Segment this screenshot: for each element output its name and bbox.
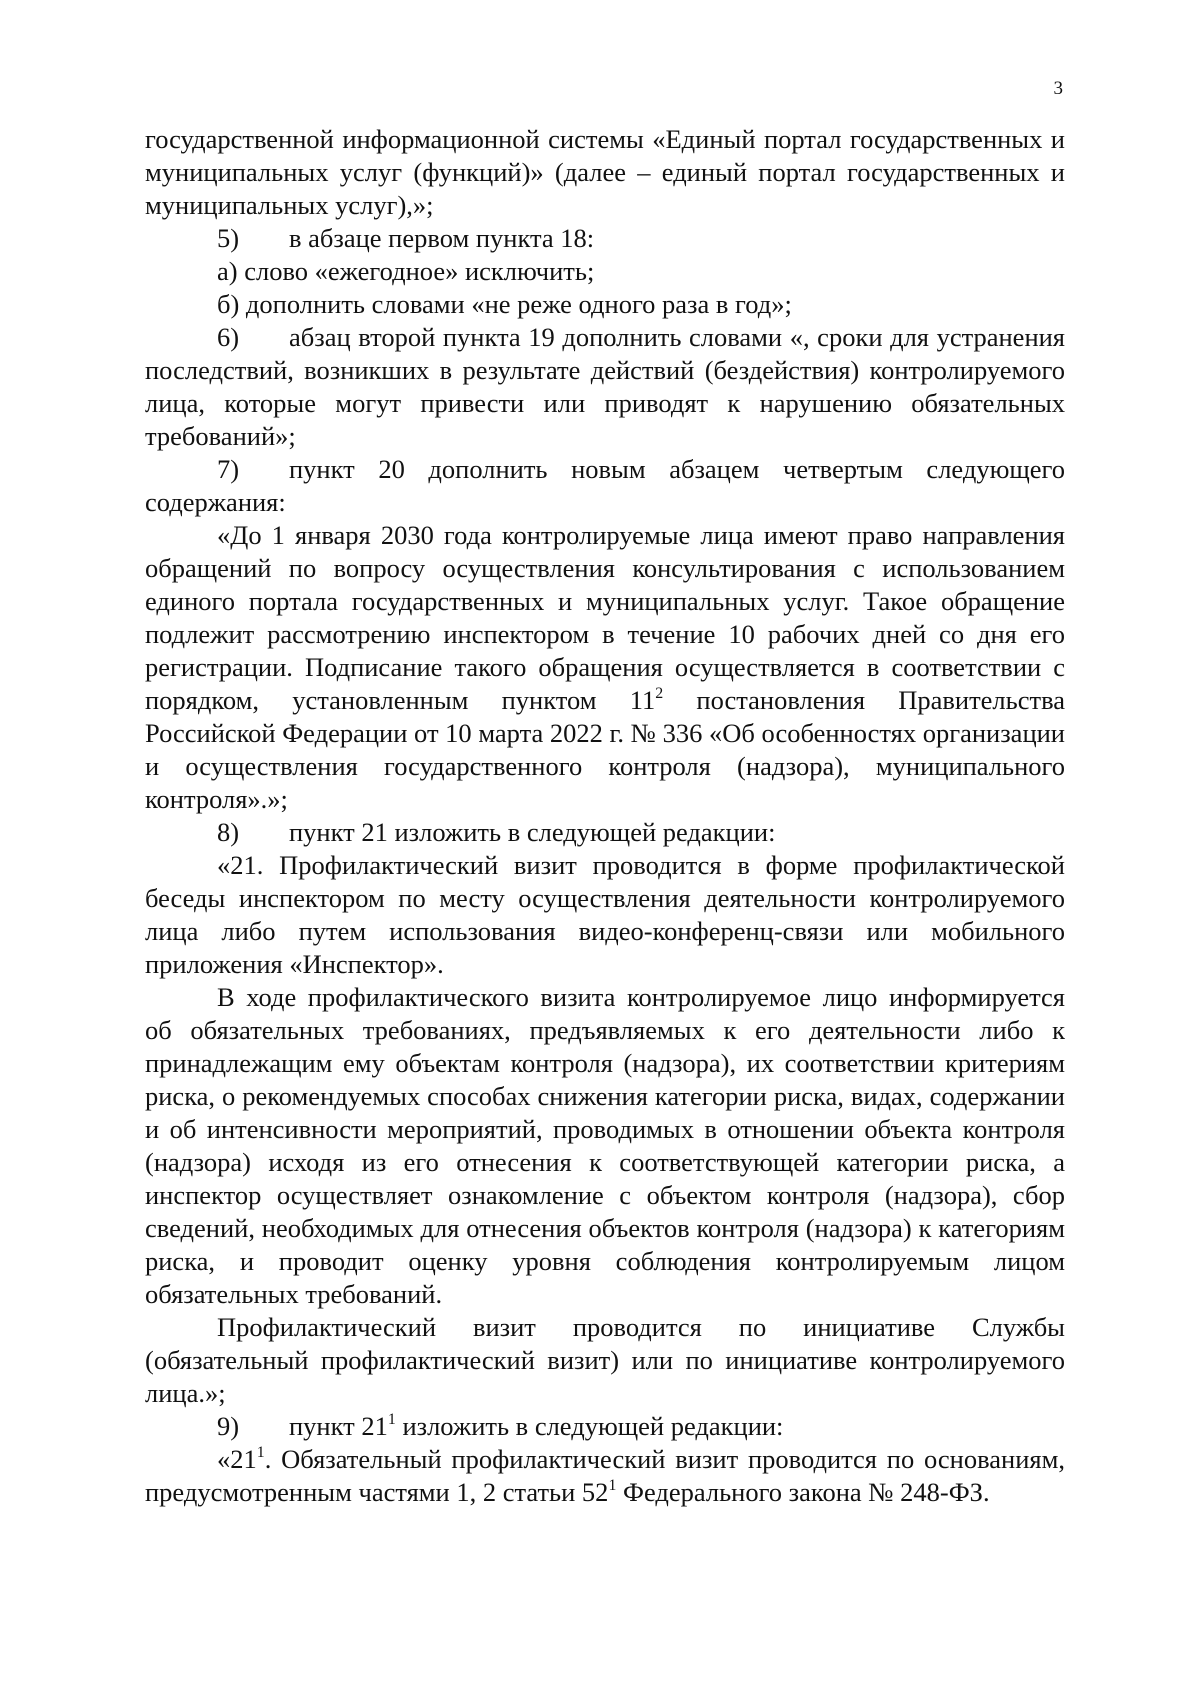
paragraph-21-first: «21. Профилактический визит проводится в форме профилактической беседы инспектором по месту осуществления деятельности контролируемого лица либо путем использования видео-конференц-связи или мобильного приложения «Инспектор».	[145, 850, 1065, 979]
list-item-7	[145, 453, 1065, 519]
superscript: 1	[608, 1476, 617, 1494]
superscript: 2	[655, 684, 664, 702]
quote-text: «21	[217, 1444, 257, 1474]
list-item-5a: а) слово «ежегодное» исключить;	[217, 256, 595, 286]
quote-text: «До 1 января 2030 года контролируемые лица имеют право направления обращений по вопросу осуществления консультирования с использованием единого портала государственных и муниципальных услуг. Такое обращение подлежит рассмотрению инспектором в течение 10 рабочих дней со дня его регистрации. Подписание такого обращения осуществляется в соответствии с порядком, установленным пунктом 11	[145, 520, 1065, 715]
superscript: 1	[256, 1443, 265, 1461]
list-item-5b: б) дополнить словами «не реже одного раза в год»;	[217, 289, 792, 319]
item-text: пункт 21	[289, 1411, 388, 1441]
item-number: 8)	[217, 817, 240, 847]
item-text: пункт 21 изложить в следующей редакции:	[289, 817, 776, 847]
list-item-5	[145, 222, 1065, 255]
item-text: абзац второй пункта 19 дополнить словами «, сроки для устранения последствий, возникших в результате действий (бездействия) контролируемого лица, которые могут привести или приводят к нарушению обязательных требований»;	[145, 322, 1065, 451]
quote-text: . Обязательный профилактический визит проводится по основаниям, предусмотренным частями 1, 2 статьи 52	[145, 1444, 1065, 1507]
item-number: 5)	[217, 223, 240, 253]
list-item-8	[145, 816, 1065, 849]
document-body	[145, 123, 1065, 1509]
paragraph-continuation: государственной информационной системы «Единый портал государственных и муниципальных услуг (функций)» (далее – единый портал государственных и муниципальных услуг),»;	[145, 124, 1065, 220]
quoted-paragraph-20	[145, 519, 1065, 816]
item-number: 9)	[217, 1411, 240, 1441]
item-text: изложить в следующей редакции:	[395, 1411, 784, 1441]
item-number: 6)	[217, 322, 240, 352]
paragraph-21-third: Профилактический визит проводится по инициативе Службы (обязательный профилактический визит) или по инициативе контролируемого лица.»;	[145, 1312, 1065, 1408]
list-item-6	[145, 321, 1065, 453]
item-text: в абзаце первом пункта 18:	[289, 223, 595, 253]
quote-text: Федерального закона № 248-ФЗ.	[616, 1477, 990, 1507]
item-number: 7)	[217, 454, 240, 484]
quote-text: постановления Правительства Российской Федерации от 10 марта 2022 г. № 336 «Об особенностях организации и осуществления государственного контроля (надзора), муниципального контроля».»;	[145, 685, 1066, 814]
item-text: пункт 20 дополнить новым абзацем четвертым следующего содержания:	[145, 454, 1065, 517]
list-item-9	[145, 1410, 1065, 1443]
superscript: 1	[387, 1410, 396, 1428]
paragraph-21-second: В ходе профилактического визита контролируемое лицо информируется об обязательных требованиях, предъявляемых к его деятельности либо к принадлежащим ему объектам контроля (надзора), их соответствии критериям риска, о рекомендуемых способах снижения категории риска, видах, содержании и об интенсивности мероприятий, проводимых в отношении объекта контроля (надзора) исходя из его отнесения к соответствующей категории риска, а инспектор осуществляет ознакомление с объектом контроля (надзора), сбор сведений, необходимых для отнесения объектов контроля (надзора) к категориям риска, и проводит оценку уровня соблюдения контролируемым лицом обязательных требований.	[145, 982, 1065, 1309]
page-number: 3	[1053, 78, 1063, 99]
paragraph-21-1	[145, 1443, 1065, 1509]
